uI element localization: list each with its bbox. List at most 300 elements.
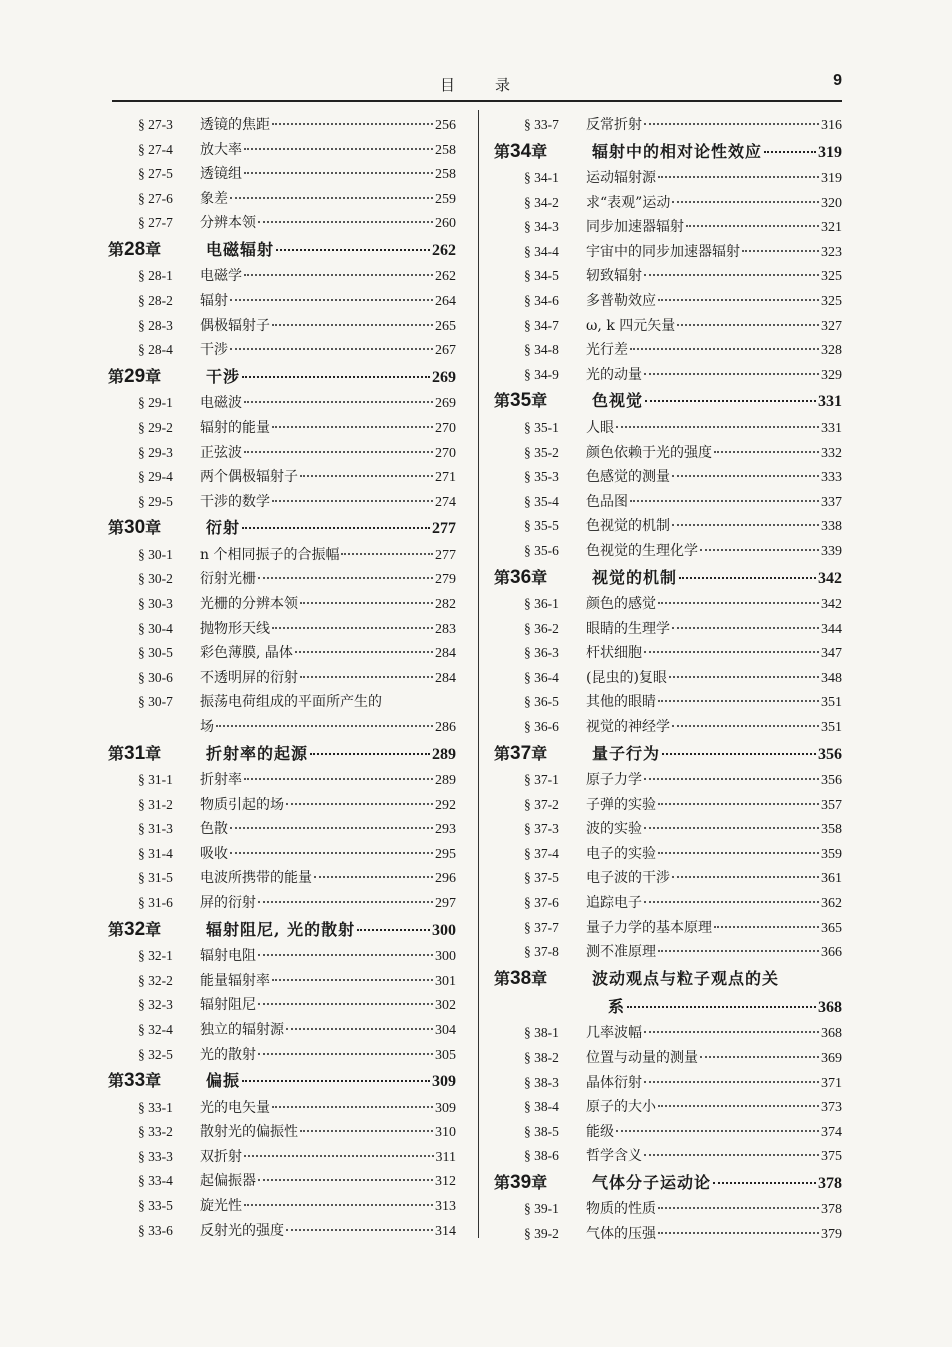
section-page: 331: [821, 420, 842, 436]
toc-section-row: [108, 818, 456, 843]
toc-section-row: [108, 212, 456, 237]
section-title: 抛物形天线: [200, 620, 270, 637]
dot-leader: [742, 250, 819, 252]
dot-leader: [295, 651, 433, 653]
dot-leader: [244, 1155, 434, 1157]
chapter-label: [108, 741, 206, 765]
chapter-number: 35: [510, 390, 532, 412]
chapter-title: 偏振: [206, 1071, 241, 1091]
chapter-number: 28: [124, 238, 146, 260]
section-number: § 27-5: [138, 166, 173, 182]
toc-section-row: [108, 892, 456, 917]
dot-leader: [272, 324, 433, 326]
chapter-suffix: 章: [531, 968, 548, 988]
section-page: 277: [435, 547, 456, 563]
section-number: § 39-1: [524, 1201, 559, 1217]
section-number: § 29-4: [138, 469, 173, 485]
section-page: 351: [821, 719, 842, 735]
chapter-number: 32: [124, 918, 146, 940]
toc-section-row: [494, 515, 842, 540]
section-title: 不透明屏的衍射: [200, 669, 298, 686]
dot-leader: [310, 753, 430, 755]
dot-leader: [679, 577, 816, 579]
dot-leader: [644, 1154, 819, 1156]
section-number: § 28-2: [138, 293, 173, 309]
section-page: 347: [821, 646, 842, 662]
section-number: § 33-7: [524, 117, 559, 132]
chapter-label: [494, 388, 592, 412]
dot-leader: [658, 602, 819, 604]
section-title: 物质引起的场: [200, 796, 284, 813]
chapter-suffix: 章: [145, 919, 162, 939]
dot-leader: [630, 348, 819, 350]
section-page: 270: [435, 420, 456, 436]
section-title: 电子的实验: [586, 845, 656, 862]
section-number: § 32-5: [138, 1046, 173, 1062]
toc-section-row: [108, 315, 456, 340]
section-title: 光行差: [586, 342, 628, 359]
section-number: § 32-3: [138, 997, 173, 1013]
section-title: 振荡电荷组成的平面所产生的: [200, 694, 382, 711]
chapter-label: [108, 515, 206, 539]
toc-section-row: [108, 1121, 456, 1146]
toc-section-row: [494, 794, 842, 819]
section-title: 反射光的强度: [200, 1222, 284, 1239]
toc-section-row: [108, 1170, 456, 1195]
toc-section-row: [108, 642, 456, 667]
section-title: 光的电矢量: [200, 1099, 270, 1116]
dot-leader: [672, 524, 819, 526]
section-number: § 35-5: [524, 518, 559, 534]
toc-section-row: [108, 691, 456, 716]
section-page: 319: [821, 171, 842, 187]
section-title: 测不准原理: [586, 944, 656, 961]
chapter-label: [108, 1068, 206, 1092]
section-page: 344: [821, 621, 842, 637]
dot-leader: [686, 225, 819, 227]
dot-leader: [357, 929, 430, 931]
dot-leader: [669, 676, 819, 678]
section-page: 292: [435, 797, 456, 813]
section-title: 彩色薄膜, 晶体: [200, 645, 293, 662]
section-page: 302: [435, 998, 456, 1014]
section-number: § 35-6: [524, 542, 559, 558]
section-page: 361: [821, 871, 842, 887]
section-number: § 34-6: [524, 293, 559, 309]
chapter-prefix: 第: [494, 141, 511, 161]
section-title: 能量辐射率: [200, 972, 270, 989]
chapter-number: 38: [510, 967, 532, 989]
page-number: 9: [833, 72, 842, 89]
dot-leader: [644, 778, 819, 780]
section-title: 轫致辐射: [586, 268, 642, 285]
section-number: § 33-2: [138, 1124, 173, 1140]
section-page: 339: [821, 543, 842, 559]
section-page: 378: [821, 1202, 842, 1218]
toc-chapter-row: [494, 1170, 842, 1199]
toc-section-row: [494, 1223, 842, 1248]
section-title: 运动辐射源: [586, 170, 656, 187]
section-title: 色视觉的机制: [586, 518, 670, 535]
chapter-number: 37: [510, 742, 532, 764]
section-number: § 27-7: [138, 215, 173, 231]
toc-section-row: [108, 466, 456, 491]
dot-leader: [644, 123, 819, 125]
section-page: 333: [821, 470, 842, 486]
section-page: 284: [435, 646, 456, 662]
section-title: 几率波幅: [586, 1025, 642, 1042]
section-page: 356: [821, 773, 842, 789]
section-number: § 35-3: [524, 469, 559, 485]
toc-section-row: [494, 192, 842, 217]
chapter-prefix: 第: [494, 743, 511, 763]
toc-section-row: [494, 114, 842, 139]
section-number: § 34-1: [524, 170, 559, 186]
chapter-title: 量子行为: [592, 743, 661, 763]
chapter-page: 300: [432, 921, 456, 939]
dot-leader: [244, 451, 433, 453]
section-page: 274: [435, 494, 456, 510]
toc-chapter-row: [108, 515, 456, 544]
section-page: 321: [821, 220, 842, 236]
section-page: 314: [435, 1223, 456, 1239]
toc-section-row: [108, 163, 456, 188]
section-number: § 34-8: [524, 342, 559, 358]
dot-leader: [272, 979, 433, 981]
section-page: 332: [821, 445, 842, 461]
section-title: 追踪电子: [586, 895, 642, 912]
dot-leader: [658, 1105, 819, 1107]
toc-section-row: [494, 1047, 842, 1072]
toc-section-row: [108, 667, 456, 692]
chapter-prefix: 第: [108, 1071, 125, 1091]
toc-section-row: [494, 540, 842, 565]
toc-section-row: [108, 769, 456, 794]
section-page: 286: [435, 719, 456, 735]
toc-chapter-row: [108, 1068, 456, 1097]
toc-section-row: [494, 417, 842, 442]
section-title: 起偏振器: [200, 1173, 256, 1190]
toc-section-row: [494, 1121, 842, 1146]
section-number: § 27-6: [138, 190, 173, 206]
toc-section-row: [494, 315, 842, 340]
dot-leader: [644, 1031, 819, 1033]
chapter-number: 36: [510, 566, 532, 588]
section-number: § 28-4: [138, 342, 173, 358]
toc-section-row: [494, 769, 842, 794]
dot-leader: [644, 901, 819, 903]
chapter-prefix: 第: [494, 1172, 511, 1192]
dot-leader: [272, 123, 433, 125]
section-title: 吸收: [200, 845, 228, 862]
section-number: § 36-5: [524, 694, 559, 710]
toc-section-row: [108, 1097, 456, 1122]
toc-section-row: [494, 442, 842, 467]
toc-section-row: [108, 593, 456, 618]
section-number: § 37-5: [524, 870, 559, 886]
section-title: 量子力学的基本原理: [586, 919, 712, 936]
chapter-number: 31: [124, 742, 146, 764]
chapter-title: 视觉的机制: [592, 567, 678, 587]
section-number: § 30-2: [138, 571, 173, 587]
section-page: 348: [821, 670, 842, 686]
toc-section-row: [494, 642, 842, 667]
chapter-suffix: 章: [145, 1071, 162, 1091]
chapter-title: 辐射中的相对论性效应: [592, 141, 763, 161]
section-title: 光的动量: [586, 366, 642, 383]
chapter-title: 衍射: [206, 518, 241, 538]
chapter-title: 系: [608, 997, 626, 1017]
toc-section-row: [494, 716, 842, 741]
toc-section-row: [108, 1195, 456, 1220]
toc-section-row: [494, 867, 842, 892]
toc-section-row: [108, 290, 456, 315]
section-title: 子弹的实验: [586, 796, 656, 813]
chapter-label: [494, 966, 592, 990]
section-number: § 32-1: [138, 948, 173, 964]
section-number: § 39-2: [524, 1225, 559, 1241]
section-title: 原子的大小: [586, 1099, 656, 1116]
chapter-number: 30: [124, 517, 146, 539]
section-page: 311: [435, 1149, 456, 1165]
chapter-number: 33: [124, 1070, 146, 1092]
dot-leader: [258, 1053, 433, 1055]
section-page: 329: [821, 367, 842, 383]
section-title: 宇宙中的同步加速器辐射: [586, 243, 740, 260]
section-number: § 36-6: [524, 718, 559, 734]
toc-section-row: [494, 843, 842, 868]
section-title: 色散: [200, 821, 228, 838]
section-title: 杆状细胞: [586, 645, 642, 662]
chapter-prefix: 第: [108, 239, 125, 259]
section-page: 375: [821, 1149, 842, 1165]
dot-leader: [258, 901, 433, 903]
dot-leader: [230, 852, 433, 854]
dot-leader: [644, 651, 819, 653]
dot-leader: [644, 274, 819, 276]
dot-leader: [658, 852, 819, 854]
section-page: 325: [821, 294, 842, 310]
dot-leader: [276, 249, 430, 251]
section-page: 312: [435, 1174, 456, 1190]
toc-chapter-row: [108, 237, 456, 266]
section-number: § 30-5: [138, 645, 173, 661]
toc-section-row: [494, 941, 842, 966]
section-page: 289: [435, 773, 456, 789]
section-title: 颜色的感觉: [586, 596, 656, 612]
section-number: § 37-3: [524, 821, 559, 837]
dot-leader: [258, 1179, 433, 1181]
dot-leader: [244, 1204, 433, 1206]
section-page: 295: [435, 846, 456, 862]
section-title: 反常折射: [586, 117, 642, 133]
section-number: § 38-3: [524, 1074, 559, 1090]
section-number: § 28-3: [138, 317, 173, 333]
dot-leader: [672, 627, 819, 629]
dot-leader: [230, 197, 433, 199]
section-title: 人眼: [586, 419, 614, 436]
section-title: 色感觉的测量: [586, 469, 670, 486]
section-page: 269: [435, 396, 456, 412]
section-page: 267: [435, 343, 456, 359]
toc-section-row: [108, 618, 456, 643]
section-number: § 30-6: [138, 669, 173, 685]
section-title: 正弦波: [200, 444, 242, 461]
dot-leader: [286, 1028, 433, 1030]
header-rule: [112, 100, 842, 102]
section-title: 求“表观”运动: [586, 194, 671, 211]
toc-section-row: [494, 466, 842, 491]
dot-leader: [230, 827, 433, 829]
section-number: § 36-2: [524, 620, 559, 636]
section-title: 眼睛的生理学: [586, 620, 670, 637]
chapter-label: [494, 565, 592, 589]
dot-leader: [300, 602, 433, 604]
chapter-prefix: 第: [494, 567, 511, 587]
section-page: 327: [821, 318, 842, 334]
toc-section-row: [108, 970, 456, 995]
section-title: 两个偶极辐射子: [200, 469, 298, 486]
toc-section-row: [494, 593, 842, 618]
toc-section-row: [494, 892, 842, 917]
section-title: 折射率: [200, 772, 242, 789]
section-page: 362: [821, 896, 842, 912]
toc-section-row: [108, 188, 456, 213]
section-page: 271: [435, 470, 456, 486]
section-page: 358: [821, 822, 842, 838]
toc-section-row: [108, 442, 456, 467]
toc-chapter-row: [494, 139, 842, 168]
section-number: § 38-4: [524, 1099, 559, 1115]
toc-section-row: [108, 544, 456, 569]
toc-section-row: [494, 339, 842, 364]
section-page: 338: [821, 519, 842, 535]
chapter-prefix: 第: [108, 743, 125, 763]
section-page: 369: [821, 1050, 842, 1066]
section-number: § 33-5: [138, 1197, 173, 1213]
section-number: § 30-1: [138, 546, 173, 562]
section-number: § 37-4: [524, 845, 559, 861]
section-number: § 30-3: [138, 596, 173, 611]
section-number: § 36-1: [524, 596, 559, 611]
section-page: 325: [821, 269, 842, 285]
section-title: 独立的辐射源: [200, 1021, 284, 1038]
section-number: § 34-4: [524, 243, 559, 259]
section-number: § 37-2: [524, 796, 559, 812]
toc-chapter-continuation: [494, 994, 842, 1022]
section-page: 265: [435, 318, 456, 334]
section-number: § 29-2: [138, 419, 173, 435]
section-number: § 33-1: [138, 1099, 173, 1115]
section-page: 309: [435, 1100, 456, 1116]
section-number: § 36-3: [524, 645, 559, 661]
section-number: § 31-5: [138, 870, 173, 886]
section-title: 光的散射: [200, 1046, 256, 1063]
chapter-page: 319: [818, 143, 842, 161]
dot-leader: [658, 1207, 819, 1209]
toc-section-row: [494, 618, 842, 643]
section-page: 297: [435, 896, 456, 912]
dot-leader: [244, 778, 433, 780]
dot-leader: [662, 753, 816, 755]
section-title: 干涉: [200, 342, 228, 359]
section-page: 316: [821, 118, 842, 133]
section-page: 379: [821, 1226, 842, 1242]
section-page: 365: [821, 920, 842, 936]
chapter-suffix: 章: [145, 743, 162, 763]
section-page: 256: [435, 118, 456, 133]
toc-chapter-row: [494, 565, 842, 594]
toc-section-row: [494, 216, 842, 241]
section-number: § 38-5: [524, 1123, 559, 1139]
toc-section-row: [108, 339, 456, 364]
section-number: § 34-2: [524, 194, 559, 210]
chapter-prefix: 第: [108, 919, 125, 939]
chapter-number: 34: [510, 140, 532, 162]
section-page: 366: [821, 945, 842, 961]
section-number: § 33-4: [138, 1173, 173, 1189]
dot-leader: [272, 500, 433, 502]
dot-leader: [616, 1130, 819, 1132]
toc-section-row: [108, 491, 456, 516]
section-title: 波的实验: [586, 821, 642, 838]
chapter-suffix: 章: [145, 239, 162, 259]
section-title: 辐射的能量: [200, 419, 270, 436]
running-title: 目录: [440, 76, 551, 94]
section-number: § 27-3: [138, 117, 173, 132]
chapter-suffix: 章: [145, 366, 162, 386]
toc-section-row: [494, 167, 842, 192]
dot-leader: [242, 376, 430, 378]
chapter-prefix: 第: [108, 366, 125, 386]
toc-section-row: [108, 1044, 456, 1069]
section-title: 视觉的神经学: [586, 718, 670, 735]
section-page: 304: [435, 1022, 456, 1038]
dot-leader: [645, 400, 816, 402]
toc-chapter-row: [108, 364, 456, 393]
toc-section-row: [494, 364, 842, 389]
section-title: 象差: [200, 190, 228, 207]
section-page: 282: [435, 597, 456, 612]
dot-leader: [700, 549, 819, 551]
section-title: 色视觉的生理化学: [586, 542, 698, 559]
section-number: § 38-1: [524, 1025, 559, 1041]
chapter-prefix: 第: [494, 968, 511, 988]
toc-section-row: [108, 794, 456, 819]
section-page: 296: [435, 871, 456, 887]
toc-section-row: [108, 994, 456, 1019]
section-title: 放大率: [200, 141, 242, 158]
section-title: 衍射光栅: [200, 571, 256, 588]
toc-section-row: [494, 818, 842, 843]
section-page: 279: [435, 572, 456, 588]
section-page: 258: [435, 142, 456, 158]
dot-leader: [658, 299, 819, 301]
dot-leader: [230, 348, 433, 350]
chapter-page: 269: [432, 368, 456, 386]
section-page: 374: [821, 1124, 842, 1140]
dot-leader: [672, 876, 819, 878]
section-title: 原子力学: [586, 772, 642, 789]
section-title: 电磁学: [200, 268, 242, 285]
dot-leader: [658, 803, 819, 805]
toc-section-row: [108, 1146, 456, 1171]
dot-leader: [258, 577, 433, 579]
section-number: § 30-7: [138, 694, 173, 710]
toc-section-row: [108, 867, 456, 892]
section-number: § 37-7: [524, 919, 559, 935]
dot-leader: [672, 475, 819, 477]
